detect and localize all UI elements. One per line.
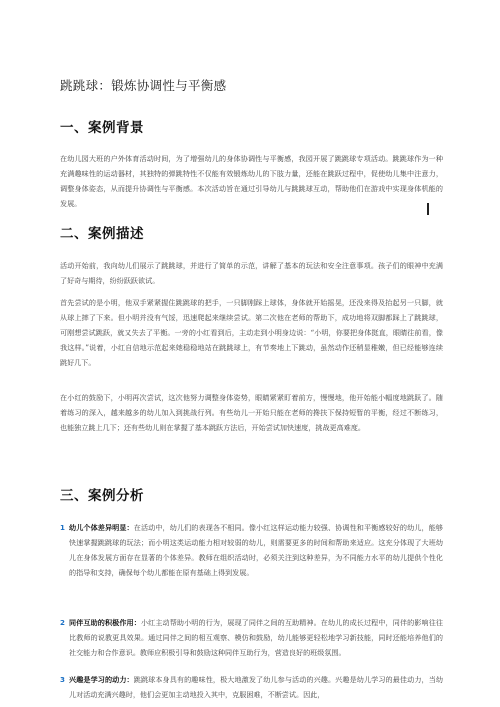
item-body (60, 615, 443, 660)
item-text: 小红主动帮助小明的行为，展现了同伴之间的互助精神。在幼儿的成长过程中，同伴的影响往往比教师的说教更具效果。通过同伴之间的相互观察、模仿和鼓励，幼儿能够更轻松地学习新技能，同时还能培养他们的社交能力和合作意识。教师应积极引导和鼓励这种同伴互助行为，营造良好的班级氛围。 (69, 618, 444, 657)
section-heading-description: 二、案例描述 (60, 226, 144, 242)
list-item (60, 520, 443, 580)
item-lead: 幼儿个体差异明显： (69, 523, 134, 532)
item-number: 1 (60, 523, 65, 532)
paragraph: 在小红的鼓励下，小明再次尝试，这次他努力调整身体姿势，眼睛紧紧盯着前方，慢慢地，他开始能小幅度地跳跃了。随着练习的深入，越来越多的幼儿加入到挑战行列。有些幼儿一开始只能在老师的搀扶下保持短暂的平衡，经过不断练习，也能独立跳上几下；还有些幼儿则在掌握了基本跳跃方法后，开始尝试加快速度，挑战更高难度。 (60, 393, 443, 432)
paragraph: 首先尝试的是小明，他双手紧紧握住跳跳球的把手，一只脚刚踩上球体，身体就开始摇晃，还没来得及抬起另一只脚，就从球上摔了下来。但小明并没有气馁，迅速爬起来继续尝试。第二次他在老师的帮助下，成功地将双脚都踩上了跳跳球，可刚想尝试跳跃，就又失去了平衡。一旁的小红看到后，主动走到小明身边说：“小明，你要把身体挺直，眼睛往前看，像我这样。”说着，小红自信地示范起来她稳稳地站在跳跳球上，有节奏地上下跳动，虽然动作还稍显稚嫩，但已经能够连续跳好几下。 (60, 298, 443, 367)
item-text: 跳跳球本身具有的趣味性，极大地激发了幼儿参与活动的兴趣。兴趣是幼儿学习的最佳动力，当幼儿对活动充满兴趣时，他们会更加主动地投入其中，克服困难，不断尝试。因此， (69, 675, 443, 699)
document-title: 跳跳球：锻炼协调性与平衡感 (60, 78, 227, 93)
section-heading-background: 一、案例背景 (60, 120, 144, 136)
item-text: 在活动中，幼儿们的表现各不相同。像小红这样运动能力较强、协调性和平衡感较好的幼儿，能够快速掌握跳跳球的玩法；而小明这类运动能力相对较弱的幼儿，则需要更多的时间和帮助来适应。这充分体现了大班幼儿在身体发展方面存在显著的个体差异。教师在组织活动时，必须关注到这种差异，为不同能力水平的幼儿提供个性化的指导和支持，确保每个幼儿都能在原有基础上得到发展。 (69, 523, 443, 577)
text-cursor (427, 203, 429, 215)
item-number: 2 (60, 618, 65, 627)
item-body (60, 672, 443, 702)
section-heading-analysis: 三、案例分析 (60, 488, 144, 504)
item-lead: 同伴互助的积极作用： (69, 618, 141, 627)
paragraph: 活动开始前，我向幼儿们展示了跳跳球，并进行了简单的示范，讲解了基本的玩法和安全注意事项。孩子们的眼神中充满了好奇与期待，纷纷跃跃欲试。 (60, 261, 443, 285)
paragraph: 在幼儿园大班的户外体育活动时间，为了增强幼儿的身体协调性与平衡感，我园开展了跳跳球专项活动。跳跳球作为一种充满趣味性的运动器材，其独特的弹跳特性不仅能有效锻炼幼儿的下肢力量，还能在跳跃过程中，促使幼儿集中注意力，调整身体姿态，从而提升协调性与平衡感。本次活动旨在通过引导幼儿与跳跳球互动，帮助他们在游戏中实现身体机能的发展。 (60, 154, 443, 208)
item-number: 3 (60, 675, 65, 684)
list-item (60, 672, 443, 702)
item-body (60, 520, 443, 580)
list-item (60, 615, 443, 660)
item-lead: 兴趣是学习的动力： (69, 675, 134, 684)
